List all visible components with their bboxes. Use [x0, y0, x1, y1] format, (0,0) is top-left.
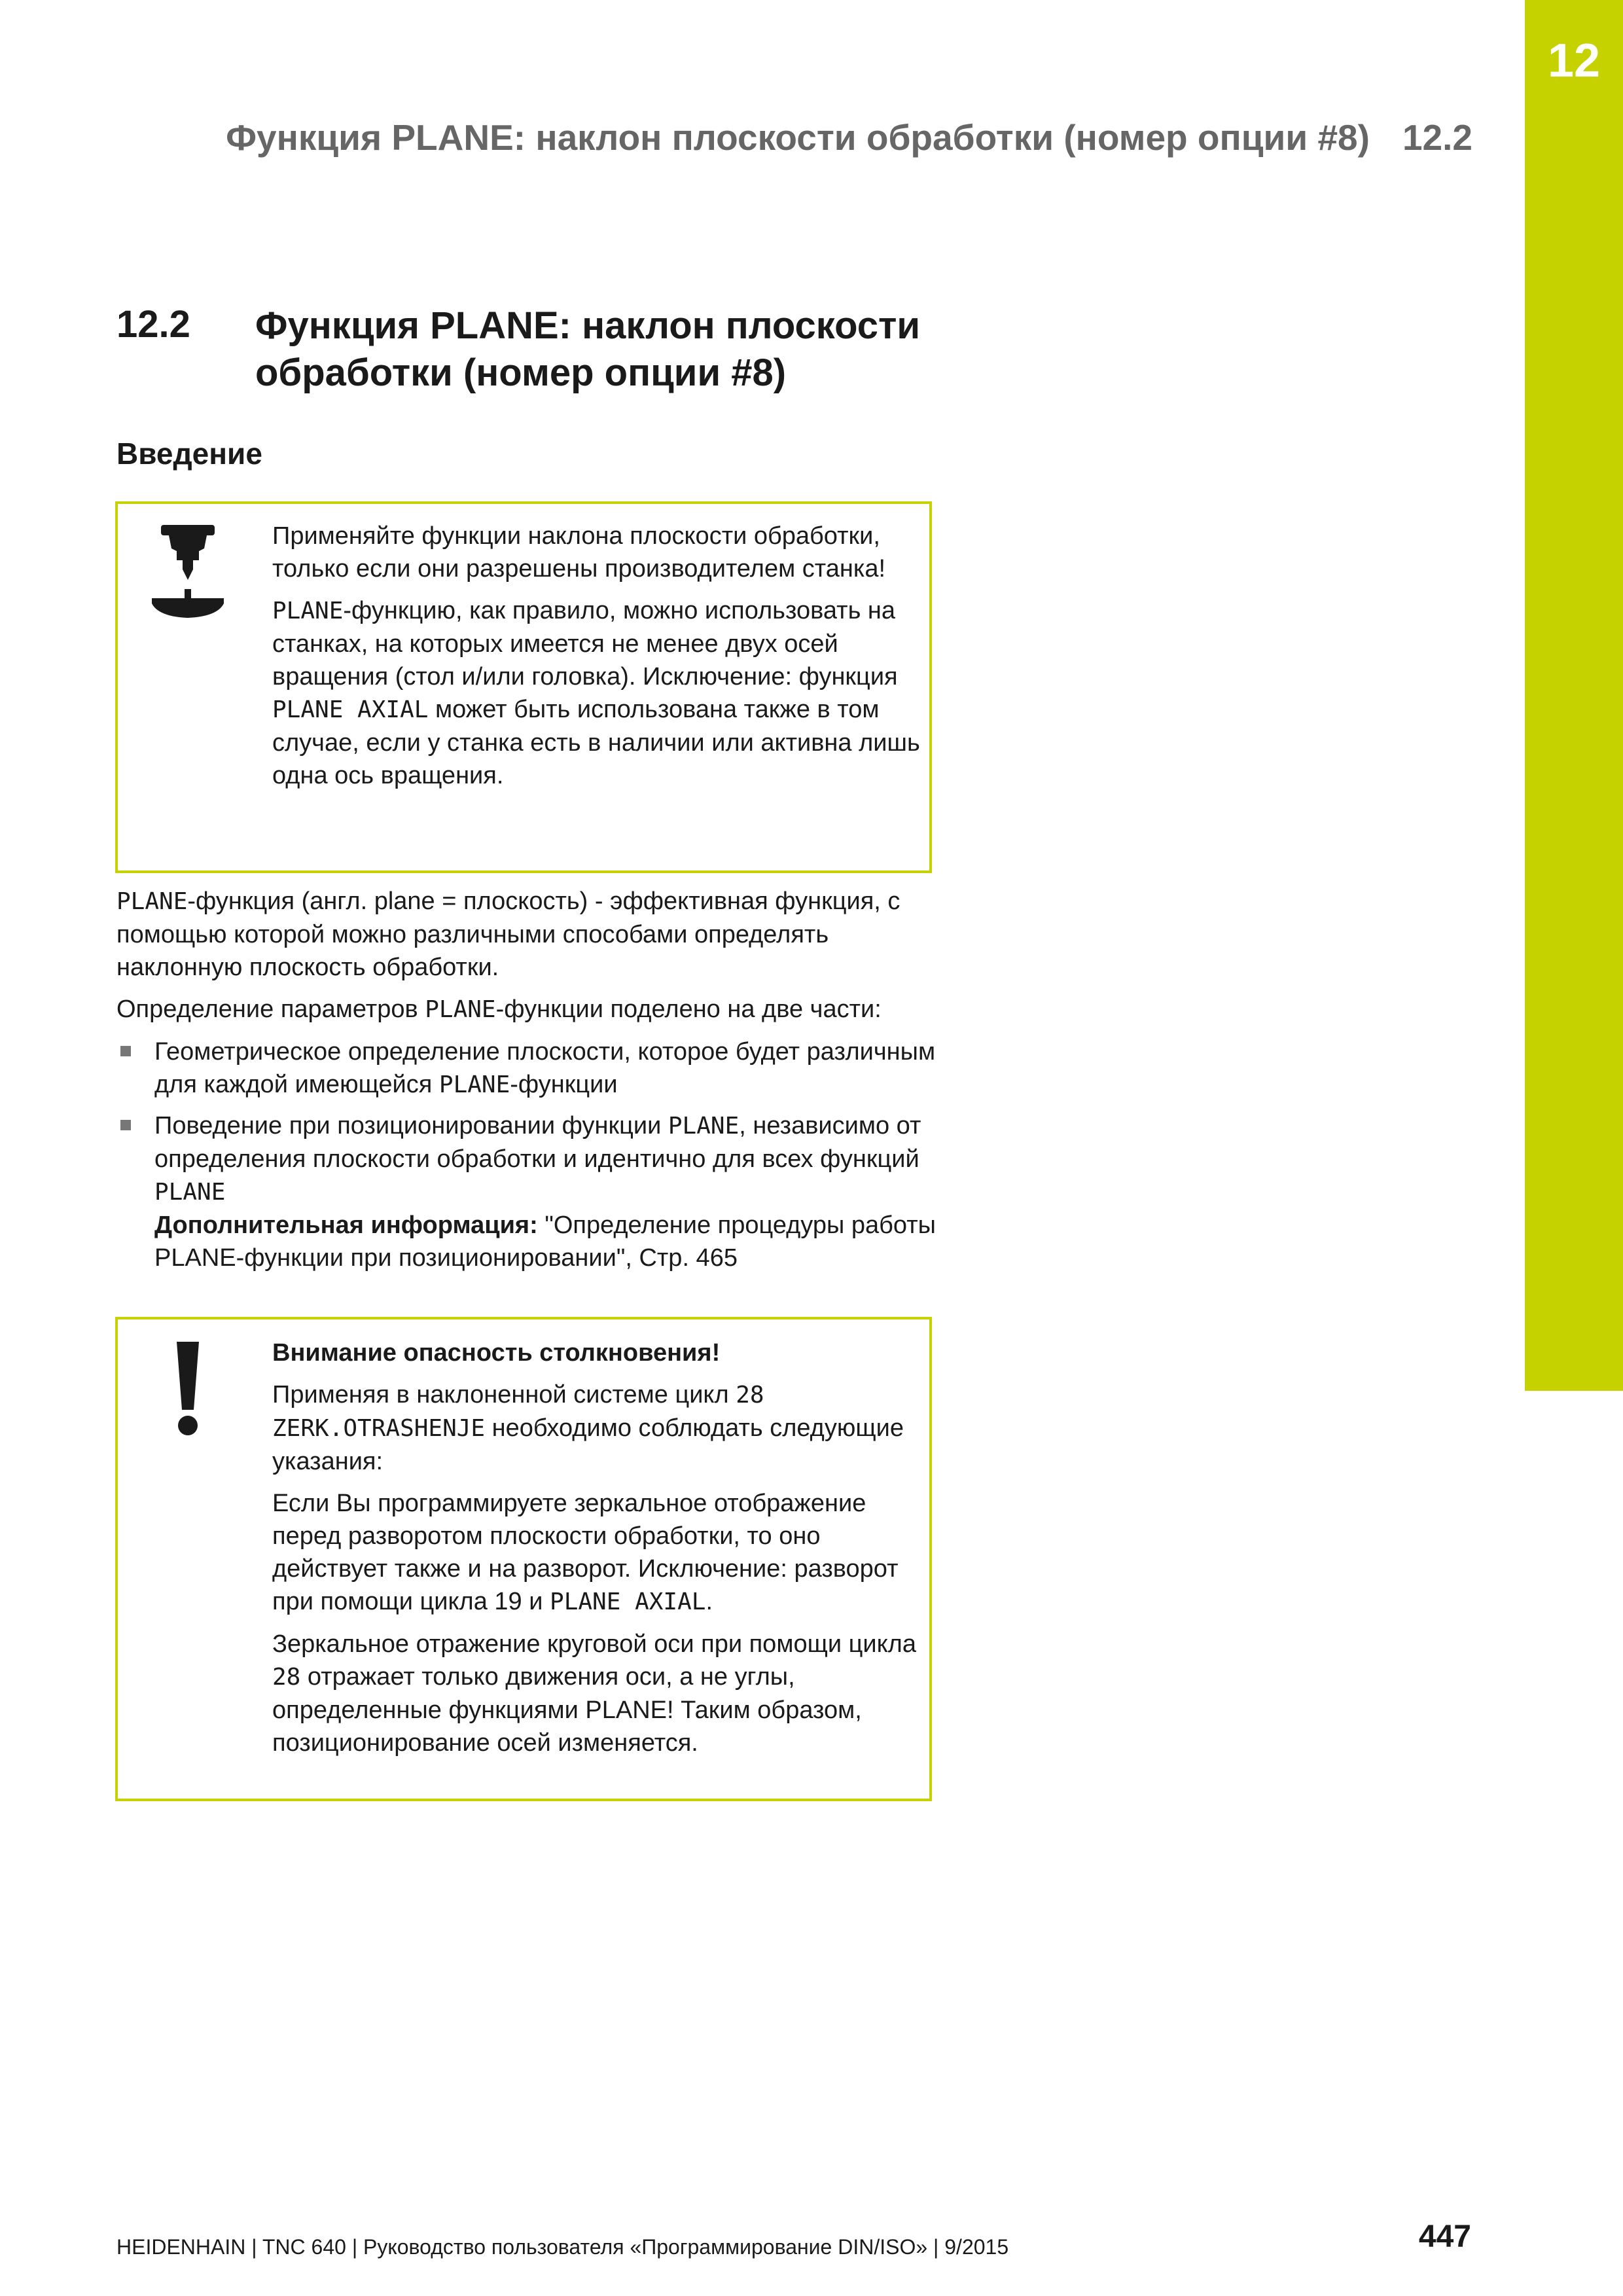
bullet-text-run: , независимо от определения плоскости обработки и идентично для всех функций	[154, 1112, 921, 1173]
code-cycle-28: 28 ZERK.OTRASHENJE	[272, 1382, 764, 1442]
warning-text-run: необходимо соблюдать следующие указания:	[272, 1414, 904, 1475]
code-plane: PLANE	[154, 1179, 226, 1206]
machine-tool-icon	[152, 525, 224, 623]
footer: HEIDENHAIN | TNC 640 | Руководство пользователя «Программирование DIN/ISO» | 9/2015	[116, 2235, 1009, 2259]
note-paragraph-1: Применяйте функции наклона плоскости обработки, только если они разрешены производителем станка!	[272, 522, 886, 583]
warning-text-run: Зеркальное отражение круговой оси при помощи цикла	[272, 1630, 916, 1658]
chapter-tab-number: 12	[1547, 35, 1601, 87]
bullet-text-run: Геометрическое определение плоскости, которое будет различным для каждой имеющейся	[154, 1038, 936, 1098]
intro-text-run: -функции поделено на две части:	[495, 996, 882, 1023]
bullet-list	[116, 1035, 941, 1274]
section-number: 12.2	[116, 303, 190, 346]
warning-text-run: Применяя в наклоненной системе цикл	[272, 1381, 736, 1408]
note-paragraph-2	[272, 594, 927, 792]
warning-title: Внимание опасность столкновения!	[272, 1339, 721, 1367]
bullet-item	[116, 1109, 941, 1274]
more-info-link[interactable]: "Определение процедуры работы PLANE-функции при позиционировании", Стр. 465	[154, 1211, 936, 1272]
warning-text	[272, 1336, 927, 1768]
note-text-run: может быть использована также в том случае, если у станка есть в наличии или активна лишь одна ось вращения.	[272, 696, 920, 789]
bullet-item	[116, 1035, 941, 1102]
warning-text-run: отражает только движения оси, а не углы, определенные функциями PLANE! Таким образом, позиционирование осей изменяется.	[272, 1663, 862, 1757]
note-box	[115, 501, 932, 873]
bullet-text-run: Поведение при позиционировании функции	[154, 1112, 668, 1139]
bullet-text-run: -функции	[510, 1071, 618, 1098]
code-cycle-number: 28	[272, 1664, 301, 1691]
subheading: Введение	[116, 437, 262, 471]
warning-paragraph-2	[272, 1487, 927, 1619]
warning-text-run: .	[705, 1588, 713, 1615]
intro-text-run: -функция (англ. plane = плоскость) - эффективная функция, с помощью которой можно различными способами определять наклонную плоскость обработки.	[116, 888, 901, 981]
code-plane-axial: PLANE AXIAL	[272, 696, 429, 723]
section-title: Функция PLANE: наклон плоскости обработки (номер опции #8)	[255, 304, 921, 394]
code-plane-axial: PLANE AXIAL	[550, 1588, 706, 1615]
code-plane: PLANE	[116, 888, 188, 915]
chapter-tab	[1525, 0, 1623, 1391]
running-header-section: 12.2	[1402, 117, 1472, 158]
warning-text-run: Если Вы программируете зеркальное отображение перед разворотом плоскости обработки, то оно действует также и на разворот. Исключение: разворот при помощи цикла 19 и	[272, 1490, 899, 1615]
note-text-run: -функцию, как правило, можно использовать на станках, на которых имеется не менее двух осей вращения (стол и/или головка). Исключение: функция	[272, 597, 898, 691]
note-text	[272, 520, 927, 801]
code-plane: PLANE	[668, 1113, 740, 1139]
bullet-square-icon	[120, 1046, 131, 1056]
code-plane: PLANE	[425, 996, 496, 1023]
intro-paragraph-1	[116, 885, 941, 984]
bullet-square-icon	[120, 1120, 131, 1130]
warning-paragraph-1	[272, 1378, 927, 1478]
running-header-title: Функция PLANE: наклон плоскости обработки (номер опции #8)	[226, 117, 1370, 158]
exclamation-icon	[171, 1339, 204, 1437]
code-plane: PLANE	[272, 598, 344, 624]
intro-paragraph-2	[116, 993, 941, 1026]
warning-paragraph-3	[272, 1628, 927, 1759]
warning-box	[115, 1317, 932, 1801]
page-number: 447	[1418, 2219, 1471, 2254]
more-info-label: Дополнительная информация:	[154, 1211, 538, 1239]
code-plane: PLANE	[438, 1071, 510, 1098]
intro-text-run: Определение параметров	[116, 996, 425, 1023]
running-header	[226, 117, 1472, 158]
intro-body	[116, 885, 941, 1282]
